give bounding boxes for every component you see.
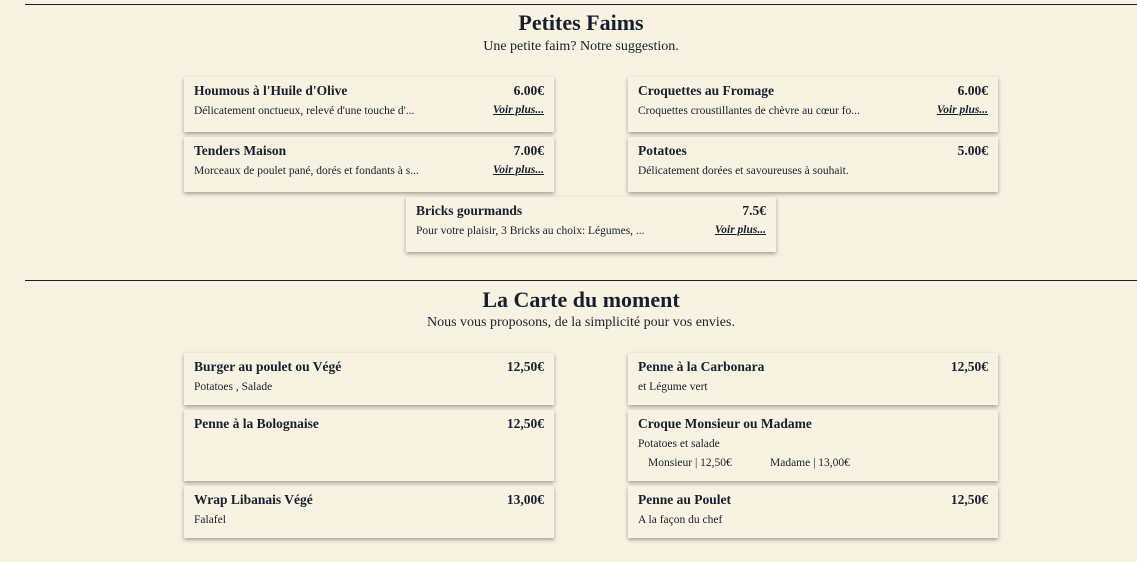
item-price: 7.5€ [742, 203, 766, 218]
item-description: et Légume vert [638, 381, 708, 393]
section-subtitle-petites-faims: Une petite faim? Notre suggestion. [483, 39, 679, 54]
item-name: Penne au Poulet [638, 492, 731, 507]
menu-item-card[interactable] [628, 137, 998, 192]
item-description: Pour votre plaisir, 3 Bricks au choix: Légumes, ... [416, 225, 645, 237]
menu-item-card[interactable] [184, 137, 554, 192]
item-price: 6.00€ [957, 83, 988, 98]
item-option: Monsieur | 12,50€ [648, 457, 732, 469]
menu-item-card[interactable] [628, 353, 998, 405]
item-description: Croquettes croustillantes de chèvre au cœur fo... [638, 105, 860, 117]
section-subtitle-carte: Nous vous proposons, de la simplicité pour vos envies. [427, 315, 735, 330]
item-description: Potatoes , Salade [194, 381, 273, 393]
item-price: 12,50€ [506, 359, 544, 374]
menu-item-card[interactable] [628, 77, 998, 132]
section-title-petites-faims: Petites Faims [518, 10, 644, 35]
item-description: A la façon du chef [638, 514, 723, 526]
item-description: Délicatement dorées et savoureuses à souhait. [638, 165, 849, 177]
see-more-link[interactable]: Voir plus... [492, 104, 544, 116]
item-description: Falafel [194, 514, 226, 526]
item-price: 6.00€ [513, 83, 544, 98]
item-price: 7.00€ [513, 143, 544, 158]
item-name: Wrap Libanais Végé [194, 492, 313, 507]
item-name: Houmous à l'Huile d'Olive [194, 83, 348, 98]
section-divider [25, 4, 1137, 5]
item-name: Potatoes [638, 143, 687, 158]
menu-item-card[interactable] [184, 410, 554, 481]
section-title-carte: La Carte du moment [482, 287, 680, 312]
item-name: Penne à la Carbonara [638, 359, 765, 374]
item-price: 12,50€ [950, 359, 988, 374]
item-description: Potatoes et salade [638, 438, 720, 450]
item-description: Délicatement onctueux, relevé d'une touche d'... [194, 105, 415, 117]
see-more-link[interactable]: Voir plus... [492, 164, 544, 176]
menu-item-card[interactable] [628, 410, 998, 481]
menu-item-card[interactable] [628, 486, 998, 538]
see-more-link[interactable]: Voir plus... [936, 104, 988, 116]
item-price: 5.00€ [957, 143, 988, 158]
item-name: Croque Monsieur ou Madame [638, 416, 812, 431]
item-name: Tenders Maison [194, 143, 287, 158]
item-name: Burger au poulet ou Végé [194, 359, 342, 374]
item-description: Morceaux de poulet pané, dorés et fondants à s... [194, 165, 419, 177]
menu-item-card[interactable] [184, 77, 554, 132]
item-price: 13,00€ [506, 492, 544, 507]
menu-item-card[interactable] [184, 353, 554, 405]
item-name: Croquettes au Fromage [638, 83, 774, 98]
item-option: Madame | 13,00€ [770, 457, 850, 469]
item-price: 12,50€ [506, 416, 544, 431]
see-more-link[interactable]: Voir plus... [714, 224, 766, 236]
item-name: Bricks gourmands [416, 203, 523, 218]
item-name: Penne à la Bolognaise [194, 416, 319, 431]
menu-item-card[interactable] [184, 486, 554, 538]
item-price: 12,50€ [950, 492, 988, 507]
menu-item-card[interactable] [406, 197, 776, 252]
section-divider [25, 280, 1137, 281]
